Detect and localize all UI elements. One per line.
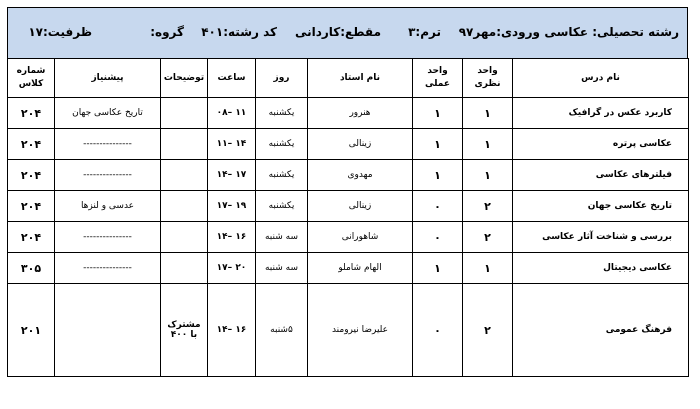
nazari-units: ۱ xyxy=(463,129,513,160)
instructor: الهام شاملو xyxy=(308,253,413,284)
day: سه شنبه xyxy=(256,253,308,284)
class-number: ۲۰۴ xyxy=(8,222,55,253)
nazari-units: ۱ xyxy=(463,253,513,284)
prerequisite: تاریخ عکاسی جهان xyxy=(55,98,161,129)
col-kelas: شماره کلاس xyxy=(8,59,55,98)
day: یکشنبه xyxy=(256,129,308,160)
day: یکشنبه xyxy=(256,98,308,129)
nazari-units: ۱ xyxy=(463,98,513,129)
table-row xyxy=(8,222,689,253)
group-label: گروه: xyxy=(150,25,184,39)
col-nazari: واحد نظری xyxy=(463,59,513,98)
time: ۱۷ –۱۴ xyxy=(208,160,256,191)
instructor: هنرور xyxy=(308,98,413,129)
course-name: کاربرد عکس در گرافیک xyxy=(513,98,689,129)
day: یکشنبه xyxy=(256,160,308,191)
elmi-units: ۱ xyxy=(413,98,463,129)
term-label: ترم:۳ xyxy=(408,25,441,39)
field-label: رشته تحصیلی: عکاسی xyxy=(544,25,679,39)
class-number: ۲۰۴ xyxy=(8,129,55,160)
col-course: نام درس xyxy=(513,59,689,98)
time: ۱۱ –۰۸ xyxy=(208,98,256,129)
elmi-units: ۱ xyxy=(413,253,463,284)
table-row xyxy=(8,129,689,160)
nazari-units: ۲ xyxy=(463,191,513,222)
time: ۱۶ –۱۴ xyxy=(208,222,256,253)
notes: مشترک با ۴۰۰ xyxy=(161,284,208,377)
class-number: ۲۰۴ xyxy=(8,98,55,129)
course-name: فرهنگ عمومی xyxy=(513,284,689,377)
schedule-sheet xyxy=(7,7,688,400)
code-label: کد رشته:۴۰۱ xyxy=(201,25,277,39)
col-elmi: واحد عملی xyxy=(413,59,463,98)
nazari-units: ۲ xyxy=(463,284,513,377)
col-saat: ساعت xyxy=(208,59,256,98)
capacity-label: ظرفیت:۱۷ xyxy=(28,25,92,39)
instructor: علیرضا نیرومند xyxy=(308,284,413,377)
instructor: مهدوی xyxy=(308,160,413,191)
instructor: زینالی xyxy=(308,191,413,222)
course-table xyxy=(7,58,689,377)
notes xyxy=(161,191,208,222)
course-name: تاریخ عکاسی جهان xyxy=(513,191,689,222)
time: ۱۹ –۱۷ xyxy=(208,191,256,222)
course-name: بررسی و شناخت آثار عکاسی xyxy=(513,222,689,253)
notes xyxy=(161,98,208,129)
prerequisite xyxy=(55,284,161,377)
instructor: شاهورانی xyxy=(308,222,413,253)
nazari-units: ۱ xyxy=(463,160,513,191)
col-tozih: توضیحات xyxy=(161,59,208,98)
table-row xyxy=(8,191,689,222)
entry-label: ورودی:مهر۹۷ xyxy=(458,25,540,39)
table-header-row xyxy=(8,59,689,98)
schedule-header xyxy=(7,7,688,59)
level-label: مقطع:کاردانی xyxy=(294,25,381,39)
class-number: ۳۰۵ xyxy=(8,253,55,284)
prerequisite: --------------- xyxy=(55,160,161,191)
prerequisite: --------------- xyxy=(55,253,161,284)
elmi-units: ۰ xyxy=(413,222,463,253)
elmi-units: ۰ xyxy=(413,284,463,377)
class-number: ۲۰۱ xyxy=(8,284,55,377)
notes xyxy=(161,253,208,284)
prerequisite: --------------- xyxy=(55,222,161,253)
course-name: عکاسی پرتره xyxy=(513,129,689,160)
course-name: عکاسی دیجیتال xyxy=(513,253,689,284)
class-number: ۲۰۴ xyxy=(8,191,55,222)
nazari-units: ۲ xyxy=(463,222,513,253)
time: ۲۰ –۱۷ xyxy=(208,253,256,284)
prerequisite: --------------- xyxy=(55,129,161,160)
elmi-units: ۱ xyxy=(413,160,463,191)
prerequisite: عدسی و لنزها xyxy=(55,191,161,222)
time: ۱۶ –۱۴ xyxy=(208,284,256,377)
table-row xyxy=(8,284,689,377)
notes xyxy=(161,129,208,160)
day: سه شنبه xyxy=(256,222,308,253)
notes xyxy=(161,160,208,191)
day: یکشنبه xyxy=(256,191,308,222)
col-ruz: روز xyxy=(256,59,308,98)
table-row xyxy=(8,98,689,129)
day: ۵شنبه xyxy=(256,284,308,377)
notes xyxy=(161,222,208,253)
instructor: زینالی xyxy=(308,129,413,160)
elmi-units: ۰ xyxy=(413,191,463,222)
class-number: ۲۰۴ xyxy=(8,160,55,191)
col-pish: پیشنیاز xyxy=(55,59,161,98)
col-ostad: نام استاد xyxy=(308,59,413,98)
table-row xyxy=(8,160,689,191)
course-name: فیلترهای عکاسی xyxy=(513,160,689,191)
table-row xyxy=(8,253,689,284)
elmi-units: ۱ xyxy=(413,129,463,160)
time: ۱۴ –۱۱ xyxy=(208,129,256,160)
